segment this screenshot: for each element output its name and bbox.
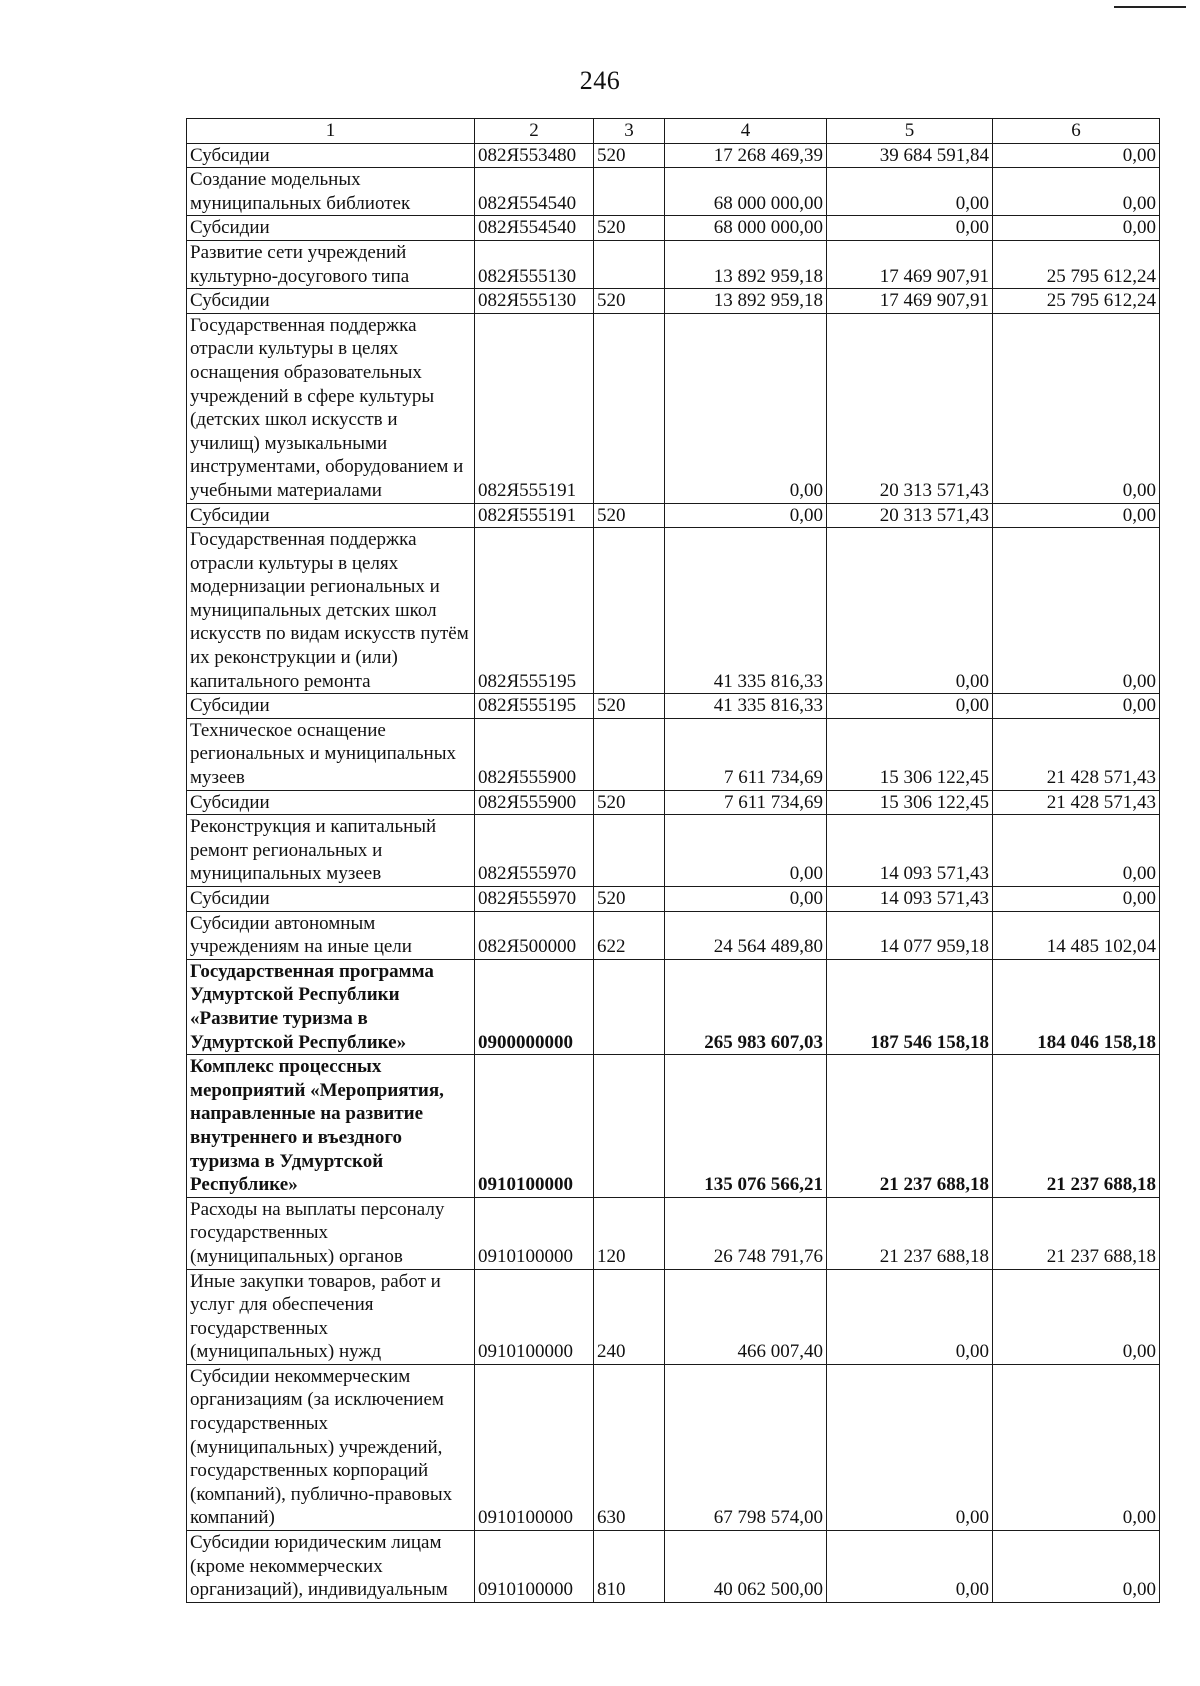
row-value-col4-cell: 0,00 <box>665 313 827 503</box>
row-code-cell: 082Я554540 <box>475 168 594 216</box>
row-name-cell: Субсидии <box>187 289 475 314</box>
row-expense-type-cell: 520 <box>594 694 665 719</box>
row-value-col5-cell: 21 237 688,18 <box>827 1197 993 1269</box>
row-value-col6-cell: 184 046 158,18 <box>993 959 1160 1054</box>
row-value-col6-cell: 0,00 <box>993 1364 1160 1530</box>
row-value-col4-cell: 13 892 959,18 <box>665 240 827 288</box>
row-value-col4-cell: 7 611 734,69 <box>665 718 827 790</box>
row-code-cell: 082Я555191 <box>475 503 594 528</box>
row-value-col5-cell: 17 469 907,91 <box>827 240 993 288</box>
table-row <box>187 790 1160 815</box>
row-expense-type-cell: 630 <box>594 1364 665 1530</box>
row-code-cell: 082Я555191 <box>475 313 594 503</box>
table-row <box>187 1269 1160 1364</box>
column-header: 3 <box>594 119 665 144</box>
row-code-cell: 0910100000 <box>475 1531 594 1603</box>
row-code-cell: 082Я555130 <box>475 240 594 288</box>
row-value-col6-cell: 0,00 <box>993 815 1160 887</box>
row-value-col6-cell: 21 237 688,18 <box>993 1055 1160 1198</box>
table-row <box>187 313 1160 503</box>
table-row <box>187 911 1160 959</box>
row-value-col6-cell: 0,00 <box>993 168 1160 216</box>
table-row <box>187 168 1160 216</box>
column-header: 1 <box>187 119 475 144</box>
table-row <box>187 1531 1160 1603</box>
row-value-col5-cell: 187 546 158,18 <box>827 959 993 1054</box>
row-expense-type-cell <box>594 240 665 288</box>
row-value-col4-cell: 68 000 000,00 <box>665 168 827 216</box>
row-value-col5-cell: 0,00 <box>827 168 993 216</box>
row-value-col5-cell: 17 469 907,91 <box>827 289 993 314</box>
column-header: 2 <box>475 119 594 144</box>
table-row <box>187 1197 1160 1269</box>
row-expense-type-cell <box>594 718 665 790</box>
table-row <box>187 718 1160 790</box>
row-value-col5-cell: 15 306 122,45 <box>827 718 993 790</box>
row-value-col4-cell: 0,00 <box>665 503 827 528</box>
row-value-col6-cell: 0,00 <box>993 528 1160 694</box>
row-code-cell: 082Я555195 <box>475 528 594 694</box>
row-expense-type-cell <box>594 168 665 216</box>
table-row <box>187 143 1160 168</box>
table-row <box>187 959 1160 1054</box>
row-value-col6-cell: 21 237 688,18 <box>993 1197 1160 1269</box>
column-header: 5 <box>827 119 993 144</box>
row-value-col4-cell: 466 007,40 <box>665 1269 827 1364</box>
row-code-cell: 0900000000 <box>475 959 594 1054</box>
row-name-cell: Расходы на выплаты персоналу государственных (муниципальных) органов <box>187 1197 475 1269</box>
row-name-cell: Субсидии <box>187 694 475 719</box>
row-value-col5-cell: 14 093 571,43 <box>827 887 993 912</box>
row-value-col4-cell: 41 335 816,33 <box>665 694 827 719</box>
row-value-col4-cell: 67 798 574,00 <box>665 1364 827 1530</box>
table-row <box>187 815 1160 887</box>
table-row <box>187 528 1160 694</box>
row-code-cell: 082Я553480 <box>475 143 594 168</box>
row-expense-type-cell: 240 <box>594 1269 665 1364</box>
row-value-col4-cell: 26 748 791,76 <box>665 1197 827 1269</box>
row-value-col4-cell: 265 983 607,03 <box>665 959 827 1054</box>
row-code-cell: 082Я555130 <box>475 289 594 314</box>
row-value-col5-cell: 0,00 <box>827 216 993 241</box>
row-expense-type-cell: 520 <box>594 216 665 241</box>
row-name-cell: Субсидии юридическим лицам (кроме некоммерческих организаций), индивидуальным <box>187 1531 475 1603</box>
row-expense-type-cell: 810 <box>594 1531 665 1603</box>
row-value-col4-cell: 17 268 469,39 <box>665 143 827 168</box>
row-value-col4-cell: 7 611 734,69 <box>665 790 827 815</box>
row-code-cell: 0910100000 <box>475 1269 594 1364</box>
row-value-col4-cell: 24 564 489,80 <box>665 911 827 959</box>
row-expense-type-cell <box>594 815 665 887</box>
row-value-col6-cell: 0,00 <box>993 1531 1160 1603</box>
row-value-col6-cell: 0,00 <box>993 887 1160 912</box>
row-code-cell: 082Я554540 <box>475 216 594 241</box>
row-value-col6-cell: 0,00 <box>993 216 1160 241</box>
row-expense-type-cell <box>594 528 665 694</box>
row-expense-type-cell: 120 <box>594 1197 665 1269</box>
row-code-cell: 082Я500000 <box>475 911 594 959</box>
row-expense-type-cell: 520 <box>594 887 665 912</box>
row-value-col6-cell: 0,00 <box>993 1269 1160 1364</box>
column-header: 6 <box>993 119 1160 144</box>
table-header-row <box>187 119 1160 144</box>
row-value-col5-cell: 0,00 <box>827 1269 993 1364</box>
row-name-cell: Субсидии <box>187 887 475 912</box>
row-name-cell: Государственная поддержка отрасли культуры в целях модернизации региональных и муниципальных детских школ искусств по видам искусств путём их реконструкции и (или) капитального ремонта <box>187 528 475 694</box>
row-name-cell: Субсидии автономным учреждениям на иные цели <box>187 911 475 959</box>
row-name-cell: Иные закупки товаров, работ и услуг для обеспечения государственных (муниципальных) нужд <box>187 1269 475 1364</box>
row-name-cell: Создание модельных муниципальных библиотек <box>187 168 475 216</box>
table-row <box>187 503 1160 528</box>
row-value-col4-cell: 135 076 566,21 <box>665 1055 827 1198</box>
row-value-col4-cell: 0,00 <box>665 887 827 912</box>
row-value-col6-cell: 25 795 612,24 <box>993 289 1160 314</box>
row-expense-type-cell: 520 <box>594 143 665 168</box>
row-value-col5-cell: 14 093 571,43 <box>827 815 993 887</box>
row-value-col5-cell: 21 237 688,18 <box>827 1055 993 1198</box>
row-name-cell: Реконструкция и капитальный ремонт региональных и муниципальных музеев <box>187 815 475 887</box>
column-header: 4 <box>665 119 827 144</box>
row-value-col5-cell: 0,00 <box>827 1364 993 1530</box>
row-value-col6-cell: 21 428 571,43 <box>993 718 1160 790</box>
row-name-cell: Субсидии <box>187 503 475 528</box>
row-value-col5-cell: 20 313 571,43 <box>827 503 993 528</box>
row-value-col6-cell: 0,00 <box>993 143 1160 168</box>
row-name-cell: Техническое оснащение региональных и муниципальных музеев <box>187 718 475 790</box>
page-number: 246 <box>579 66 621 95</box>
row-code-cell: 0910100000 <box>475 1364 594 1530</box>
row-value-col5-cell: 39 684 591,84 <box>827 143 993 168</box>
table-row <box>187 887 1160 912</box>
row-name-cell: Субсидии <box>187 143 475 168</box>
row-value-col4-cell: 41 335 816,33 <box>665 528 827 694</box>
row-name-cell: Субсидии <box>187 790 475 815</box>
row-value-col5-cell: 20 313 571,43 <box>827 313 993 503</box>
row-value-col4-cell: 0,00 <box>665 815 827 887</box>
row-value-col4-cell: 40 062 500,00 <box>665 1531 827 1603</box>
table-row <box>187 289 1160 314</box>
table-row <box>187 240 1160 288</box>
row-expense-type-cell <box>594 313 665 503</box>
row-expense-type-cell <box>594 1055 665 1198</box>
table-row <box>187 694 1160 719</box>
row-code-cell: 082Я555900 <box>475 790 594 815</box>
row-code-cell: 0910100000 <box>475 1055 594 1198</box>
row-expense-type-cell: 520 <box>594 503 665 528</box>
row-name-cell: Комплекс процессных мероприятий «Мероприятия, направленные на развитие внутреннего и въездного туризма в Удмуртской Республике» <box>187 1055 475 1198</box>
row-code-cell: 0910100000 <box>475 1197 594 1269</box>
row-value-col5-cell: 14 077 959,18 <box>827 911 993 959</box>
row-value-col6-cell: 25 795 612,24 <box>993 240 1160 288</box>
row-code-cell: 082Я555195 <box>475 694 594 719</box>
row-value-col6-cell: 14 485 102,04 <box>993 911 1160 959</box>
row-expense-type-cell: 622 <box>594 911 665 959</box>
row-value-col4-cell: 13 892 959,18 <box>665 289 827 314</box>
row-value-col6-cell: 0,00 <box>993 694 1160 719</box>
table-row <box>187 1364 1160 1530</box>
row-value-col6-cell: 0,00 <box>993 313 1160 503</box>
row-value-col5-cell: 0,00 <box>827 1531 993 1603</box>
row-value-col5-cell: 0,00 <box>827 694 993 719</box>
row-name-cell: Государственная поддержка отрасли культуры в целях оснащения образовательных учреждений в сфере культуры (детских школ искусств и училищ) музыкальными инструментами, оборудованием и учебными материалами <box>187 313 475 503</box>
row-name-cell: Субсидии <box>187 216 475 241</box>
row-value-col4-cell: 68 000 000,00 <box>665 216 827 241</box>
row-expense-type-cell <box>594 959 665 1054</box>
row-code-cell: 082Я555970 <box>475 815 594 887</box>
row-value-col6-cell: 0,00 <box>993 503 1160 528</box>
budget-table <box>186 118 1160 1603</box>
row-code-cell: 082Я555900 <box>475 718 594 790</box>
row-name-cell: Субсидии некоммерческим организациям (за исключением государственных (муниципальных) учреждений, государственных корпораций (компаний), публично-правовых компаний) <box>187 1364 475 1530</box>
row-value-col6-cell: 21 428 571,43 <box>993 790 1160 815</box>
table-row <box>187 1055 1160 1198</box>
row-value-col5-cell: 0,00 <box>827 528 993 694</box>
row-code-cell: 082Я555970 <box>475 887 594 912</box>
row-value-col5-cell: 15 306 122,45 <box>827 790 993 815</box>
row-name-cell: Развитие сети учреждений культурно-досугового типа <box>187 240 475 288</box>
row-expense-type-cell: 520 <box>594 790 665 815</box>
table-row <box>187 216 1160 241</box>
row-name-cell: Государственная программа Удмуртской Республики «Развитие туризма в Удмуртской Республике» <box>187 959 475 1054</box>
row-expense-type-cell: 520 <box>594 289 665 314</box>
corner-rule <box>1114 6 1186 8</box>
